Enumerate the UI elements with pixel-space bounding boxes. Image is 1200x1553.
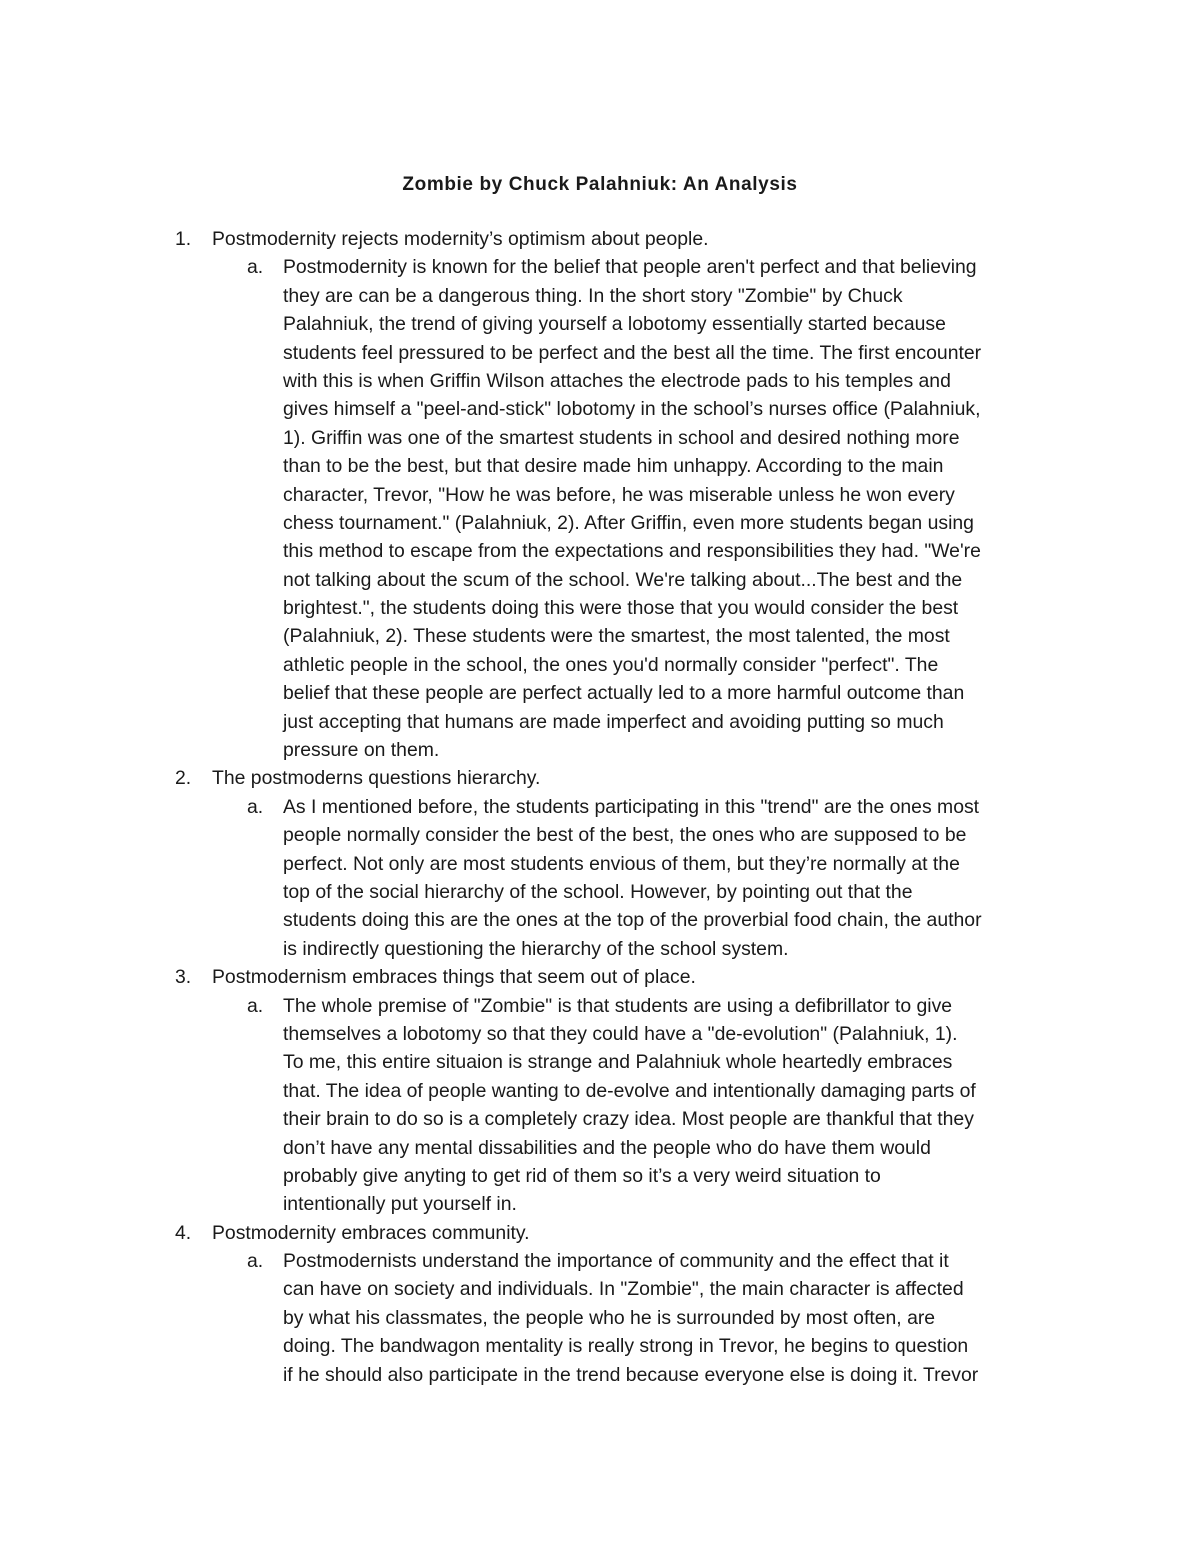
item-number: 4. [175, 1221, 192, 1244]
paragraph-line: don’t have any mental dissabilities and the people who do have them would [283, 1136, 931, 1159]
outline-item-2 [0, 764, 1200, 963]
paragraph-line: top of the social hierarchy of the school. However, by pointing out that the [283, 880, 913, 903]
item-number: 2. [175, 767, 192, 790]
sub-item-a [0, 253, 1063, 764]
paragraph-line: brightest.", the students doing this were those that you would consider the best [283, 597, 959, 620]
paragraph-line: themselves a lobotomy so that they could have a "de-evolution" (Palahniuk, 1). [283, 1022, 958, 1045]
sub-item-paragraph [283, 793, 1063, 963]
paragraph-line: To me, this entire situaion is strange and Palahniuk whole heartedly embraces [283, 1051, 953, 1074]
paragraph-line: can have on society and individuals. In "Zombie", the main character is affected [283, 1278, 964, 1301]
paragraph-line: pressure on them. [283, 739, 440, 762]
paragraph-line: students feel pressured to be perfect and the best all the time. The first encounter [283, 341, 982, 364]
sub-item-paragraph [283, 253, 1063, 764]
paragraph-line: just accepting that humans are made imperfect and avoiding putting so much [283, 710, 944, 733]
paragraph-line: that. The idea of people wanting to de-evolve and intentionally damaging parts of [283, 1079, 976, 1102]
paragraph-line: is indirectly questioning the hierarchy of the school system. [283, 937, 789, 960]
paragraph-line: by what his classmates, the people who he is surrounded by most often, are [283, 1306, 936, 1329]
outline-item-1 [0, 225, 1200, 764]
sub-item-marker: a. [247, 256, 264, 279]
paragraph-line: The whole premise of "Zombie" is that students are using a defibrillator to give [283, 994, 953, 1017]
paragraph-line: athletic people in the school, the ones you'd normally consider "perfect". The [283, 653, 939, 676]
outline-item-heading-row [0, 1219, 1200, 1247]
item-heading: Postmodernity embraces community. [212, 1221, 530, 1244]
sub-item-a [0, 793, 1063, 963]
outline-item-heading-row [0, 963, 1200, 991]
paragraph-line: 1). Griffin was one of the smartest students in school and desired nothing more [283, 426, 960, 449]
paragraph-line: (Palahniuk, 2). These students were the smartest, the most talented, the most [283, 625, 950, 648]
item-heading: Postmodernism embraces things that seem out of place. [212, 966, 696, 989]
sub-item-paragraph [283, 1247, 1063, 1389]
paragraph-line: belief that these people are perfect actually led to a more harmful outcome than [283, 682, 965, 705]
paragraph-line: this method to escape from the expectations and responsibilities they had. "We're [283, 540, 981, 563]
paragraph-line: than to be the best, but that desire made him unhappy. According to the main [283, 455, 944, 478]
sub-item-marker: a. [247, 994, 264, 1017]
paragraph-line: probably give anyting to get rid of them so it’s a very weird situation to [283, 1164, 881, 1187]
paragraph-line: perfect. Not only are most students envious of them, but they’re normally at the [283, 852, 960, 875]
outline-item-heading-row [0, 225, 1200, 253]
outline-item-4 [0, 1219, 1200, 1389]
outline-list [0, 225, 1200, 1389]
paragraph-line: character, Trevor, "How he was before, he was miserable unless he won every [283, 483, 955, 506]
document-title: Zombie by Chuck Palahniuk: An Analysis [402, 174, 798, 195]
paragraph-line: Postmodernists understand the importance of community and the effect that it [283, 1250, 949, 1273]
paragraph-line: their brain to do so is a completely crazy idea. Most people are thankful that they [283, 1108, 974, 1131]
paragraph-line: not talking about the scum of the school. We're talking about...The best and the [283, 568, 963, 591]
paragraph-line: Postmodernity is known for the belief that people aren't perfect and that believing [283, 256, 977, 279]
outline-item-3 [0, 963, 1200, 1219]
paragraph-line: they are can be a dangerous thing. In the short story "Zombie" by Chuck [283, 284, 903, 307]
outline-item-heading-row [0, 764, 1200, 792]
paragraph-line: intentionally put yourself in. [283, 1193, 517, 1216]
sub-item-marker: a. [247, 1250, 264, 1273]
sub-item-a [0, 1247, 1063, 1389]
paragraph-line: As I mentioned before, the students participating in this "trend" are the ones most [283, 795, 980, 818]
paragraph-line: if he should also participate in the trend because everyone else is doing it. Trevor [283, 1363, 979, 1386]
item-heading: Postmodernity rejects modernity’s optimism about people. [212, 228, 709, 250]
paragraph-line: gives himself a "peel-and-stick" lobotomy in the school’s nurses office (Palahniuk, [283, 398, 981, 421]
sub-item-paragraph [283, 992, 1063, 1219]
sub-item-marker: a. [247, 795, 264, 818]
item-heading: The postmoderns questions hierarchy. [212, 767, 541, 790]
item-number: 3. [175, 966, 192, 989]
paragraph-line: chess tournament." (Palahniuk, 2). After Griffin, even more students began using [283, 511, 974, 534]
sub-item-a [0, 992, 1063, 1219]
paragraph-line: students doing this are the ones at the top of the proverbial food chain, the author [283, 909, 982, 932]
paragraph-line: Palahniuk, the trend of giving yourself a lobotomy essentially started because [283, 313, 946, 336]
paragraph-line: with this is when Griffin Wilson attaches the electrode pads to his temples and [283, 369, 951, 392]
paragraph-line: people normally consider the best of the best, the ones who are supposed to be [283, 824, 967, 847]
paragraph-line: doing. The bandwagon mentality is really strong in Trevor, he begins to question [283, 1335, 969, 1358]
item-number: 1. [175, 228, 192, 250]
